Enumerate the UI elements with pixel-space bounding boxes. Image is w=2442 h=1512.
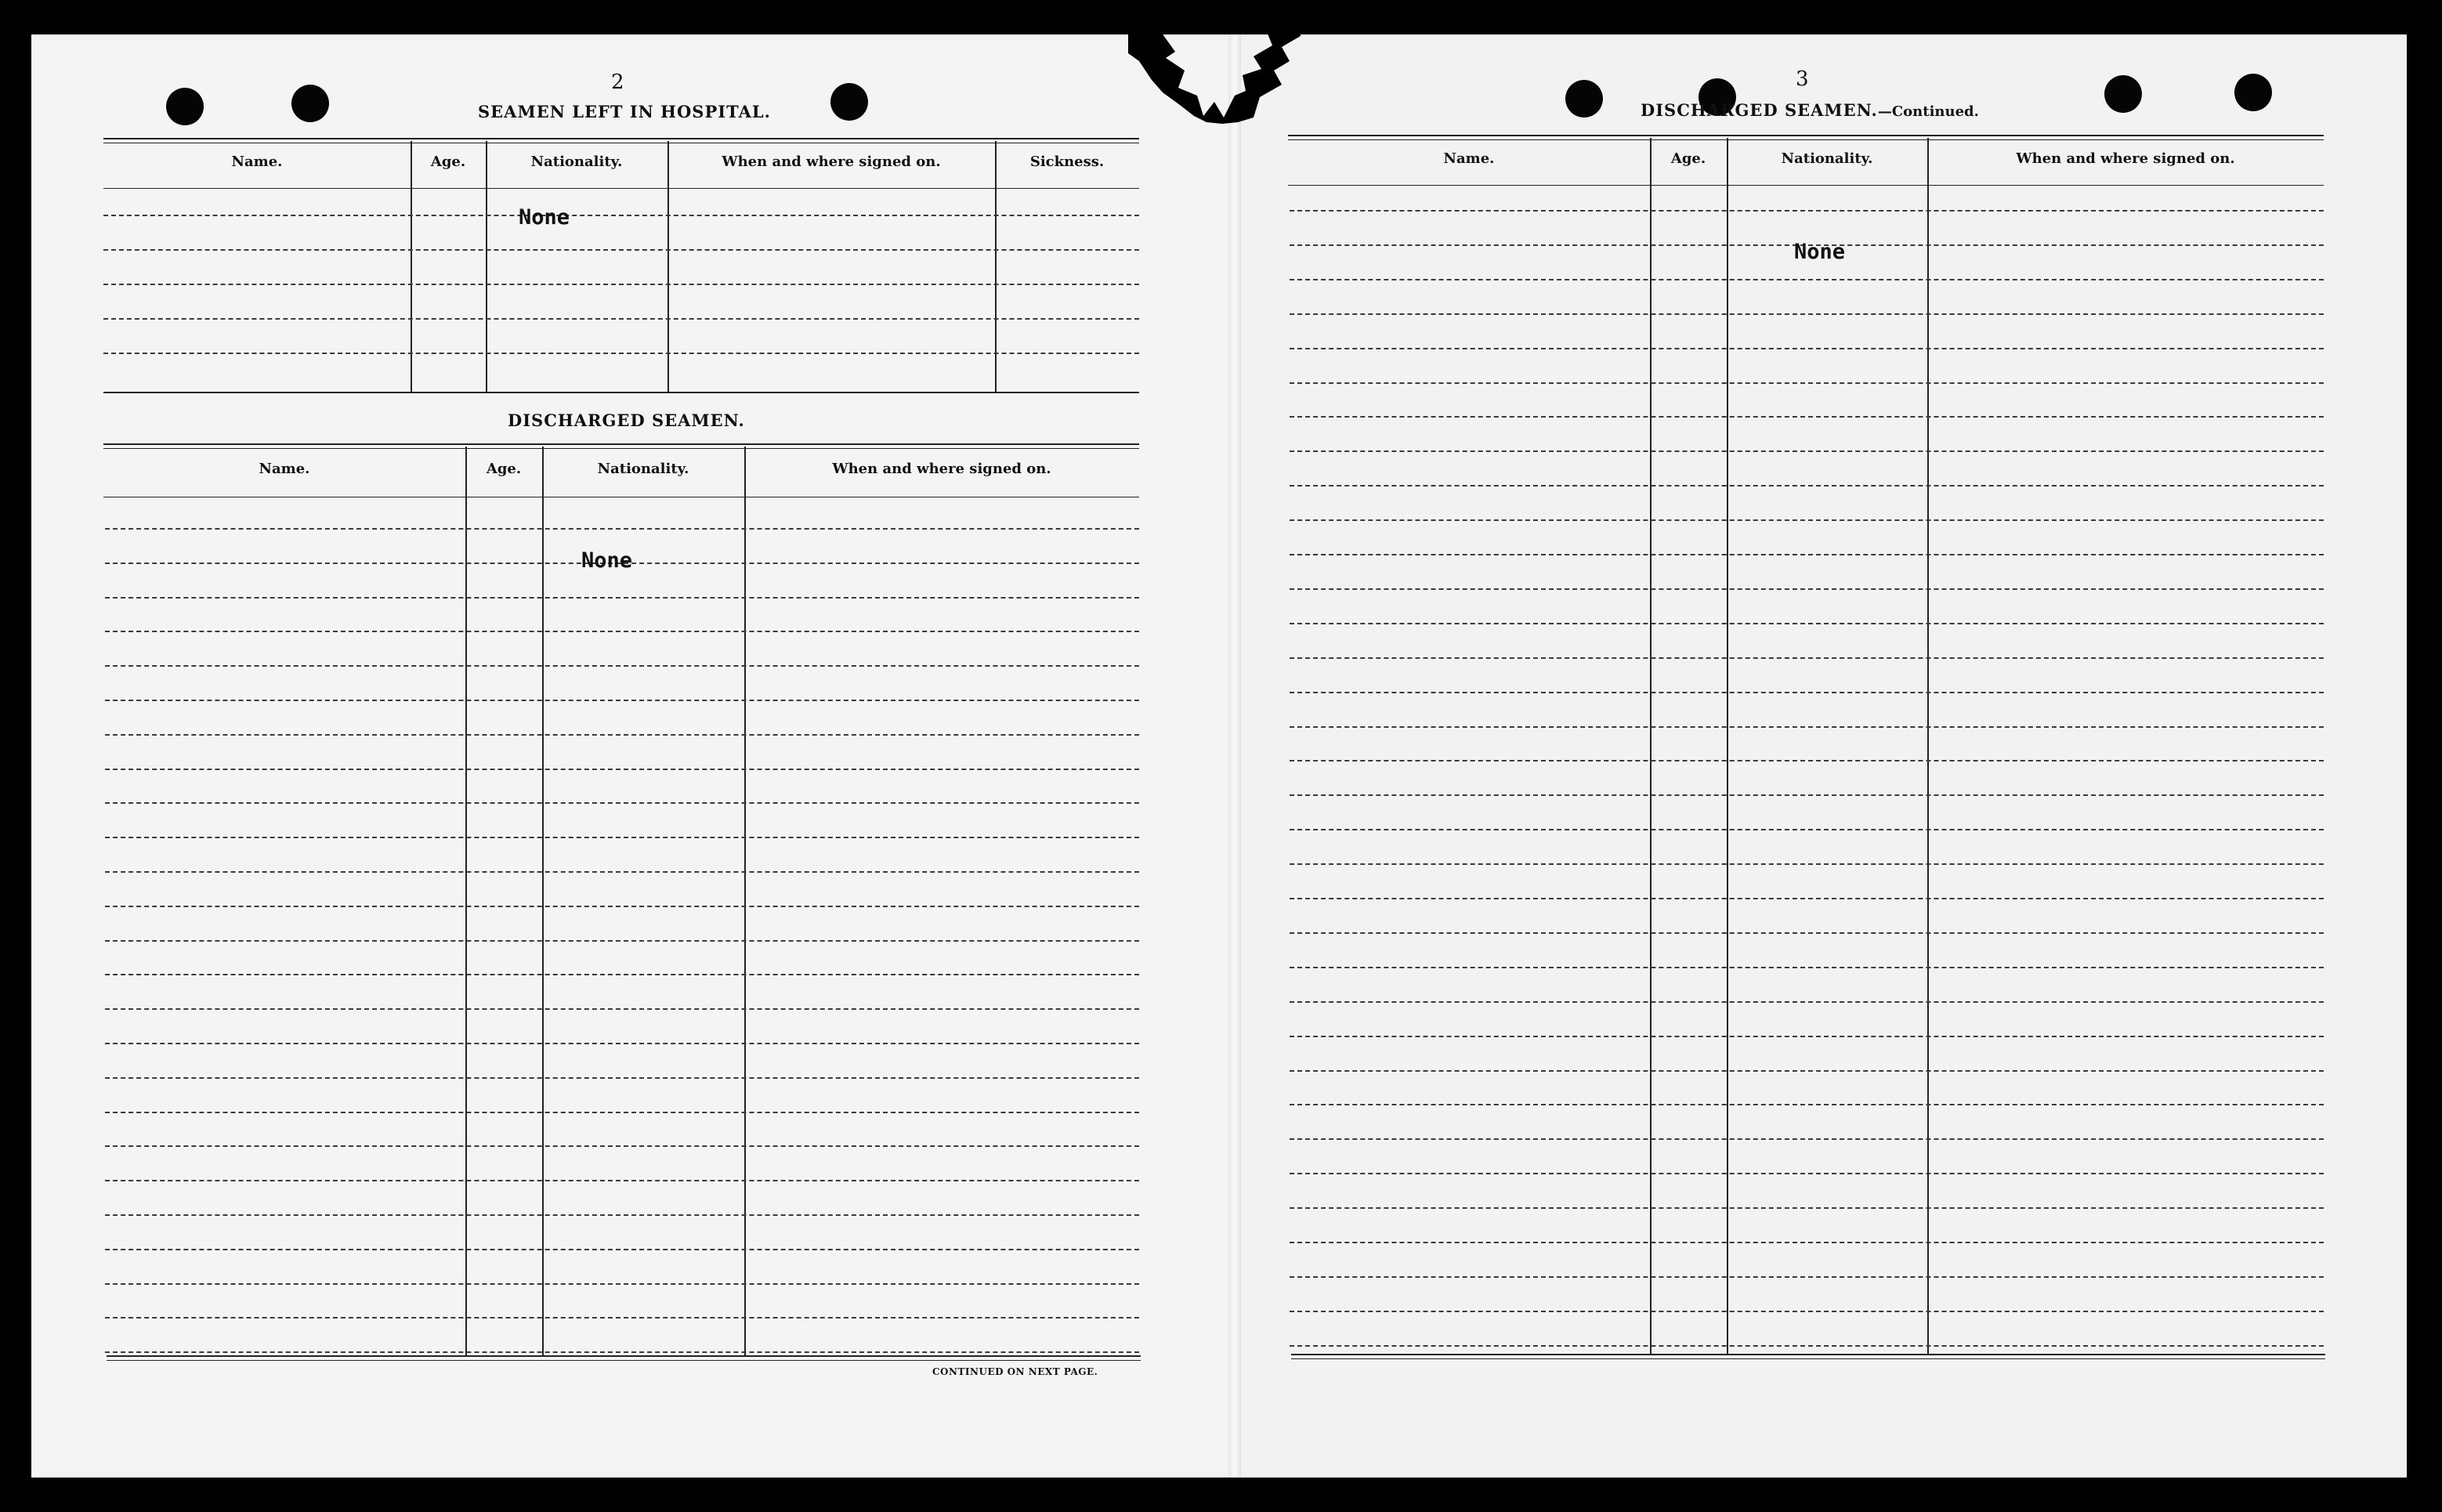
entry-line xyxy=(1290,1207,2324,1209)
entry-line xyxy=(105,1008,1139,1010)
entry-line xyxy=(105,1351,1139,1353)
entry-line xyxy=(1290,657,2324,659)
entry-line xyxy=(1290,1138,2324,1140)
discharged-entry-none-left: None xyxy=(581,548,633,573)
right-col-nationality: Nationality. xyxy=(1781,150,1873,167)
discharged-continued-suffix: —Continued. xyxy=(1877,103,1979,120)
rule xyxy=(1291,1358,2325,1359)
hospital-entry-none: None xyxy=(519,205,570,230)
entry-line xyxy=(1290,1070,2324,1072)
entry-line xyxy=(103,318,1139,320)
torn-paper-mark xyxy=(1128,30,1301,124)
entry-line xyxy=(103,215,1139,216)
entry-line xyxy=(103,353,1139,354)
punch-hole xyxy=(166,88,204,125)
rule xyxy=(107,1360,1141,1361)
entry-line xyxy=(1290,519,2324,521)
entry-line xyxy=(1290,623,2324,624)
entry-line xyxy=(1290,588,2324,590)
page-fold xyxy=(1228,34,1241,1478)
entry-line xyxy=(1290,863,2324,865)
entry-line xyxy=(1290,485,2324,487)
hospital-col-age: Age. xyxy=(430,154,466,170)
entry-line xyxy=(105,769,1139,770)
entry-line xyxy=(1290,416,2324,418)
hospital-section-title: SEAMEN LEFT IN HOSPITAL. xyxy=(478,102,771,121)
entry-line xyxy=(105,906,1139,907)
right-col-signed-on: When and where signed on. xyxy=(2016,150,2235,167)
page-number-right: 3 xyxy=(1796,67,1809,91)
entry-line xyxy=(1290,967,2324,968)
page-number-left: 2 xyxy=(611,71,624,94)
discharged-continued-title xyxy=(1641,100,1979,120)
entry-line xyxy=(1290,1345,2324,1347)
discharged-col-age: Age. xyxy=(486,461,522,477)
entry-line xyxy=(103,284,1139,285)
entry-line xyxy=(1290,1173,2324,1174)
entry-line xyxy=(105,528,1139,530)
entry-line xyxy=(1290,1104,2324,1105)
entry-line xyxy=(1290,279,2324,280)
entry-line xyxy=(1290,348,2324,349)
entry-line xyxy=(1290,554,2324,555)
column-divider xyxy=(486,141,487,393)
rule xyxy=(103,138,1139,139)
entry-line xyxy=(1290,210,2324,212)
entry-line xyxy=(1290,932,2324,934)
entry-line xyxy=(1290,1311,2324,1312)
rule xyxy=(1288,135,2324,136)
rule xyxy=(1288,139,2324,140)
discharged-col-signed-on: When and where signed on. xyxy=(832,461,1051,477)
entry-line xyxy=(105,974,1139,975)
entry-line xyxy=(1290,726,2324,728)
discharged-col-name: Name. xyxy=(259,461,310,477)
entry-line xyxy=(105,1043,1139,1044)
entry-line xyxy=(105,940,1139,942)
rule xyxy=(103,443,1139,445)
punch-hole xyxy=(830,83,868,121)
entry-line xyxy=(105,1112,1139,1113)
entry-line xyxy=(105,802,1139,804)
entry-line xyxy=(1290,692,2324,693)
entry-line xyxy=(1290,313,2324,315)
entry-line xyxy=(105,1180,1139,1181)
discharged-continued-title-main: DISCHARGED SEAMEN. xyxy=(1641,100,1878,120)
punch-hole xyxy=(2234,74,2272,111)
right-col-age: Age. xyxy=(1670,150,1706,167)
entry-line xyxy=(105,665,1139,667)
punch-hole xyxy=(1565,80,1603,118)
hospital-col-sickness: Sickness. xyxy=(1029,154,1105,170)
right-col-name: Name. xyxy=(1443,150,1495,167)
entry-line xyxy=(105,1077,1139,1079)
hospital-col-signed-on: When and where signed on. xyxy=(722,154,941,170)
entry-line xyxy=(105,734,1139,736)
column-divider xyxy=(667,141,669,393)
rule xyxy=(103,392,1139,393)
entry-line xyxy=(1290,794,2324,796)
column-divider xyxy=(744,447,746,1357)
column-divider xyxy=(995,141,997,393)
hospital-col-nationality: Nationality. xyxy=(530,154,623,170)
entry-line xyxy=(103,249,1139,251)
entry-line xyxy=(105,700,1139,701)
entry-line xyxy=(1290,1242,2324,1243)
entry-line xyxy=(1290,760,2324,761)
punch-hole xyxy=(2104,75,2142,113)
entry-line xyxy=(105,631,1139,632)
entry-line xyxy=(105,1283,1139,1285)
discharged-entry-none-right: None xyxy=(1794,240,1846,264)
entry-line xyxy=(105,871,1139,873)
discharged-col-nationality: Nationality. xyxy=(597,461,689,477)
entry-line xyxy=(105,1145,1139,1147)
entry-line xyxy=(1290,1001,2324,1003)
entry-line xyxy=(105,1249,1139,1250)
entry-line xyxy=(1290,829,2324,830)
rule xyxy=(103,448,1139,449)
rule xyxy=(107,1355,1141,1357)
entry-line xyxy=(1290,382,2324,384)
entry-line xyxy=(1290,1276,2324,1278)
rule xyxy=(1291,1354,2325,1355)
entry-line xyxy=(105,1317,1139,1318)
entry-line xyxy=(105,837,1139,838)
hospital-col-name: Name. xyxy=(231,154,283,170)
entry-line xyxy=(105,597,1139,599)
punch-hole xyxy=(291,85,329,122)
discharged-section-title: DISCHARGED SEAMEN. xyxy=(508,411,745,430)
column-divider xyxy=(542,447,544,1357)
entry-line xyxy=(1290,898,2324,899)
column-divider xyxy=(465,447,467,1357)
left-page xyxy=(31,34,1235,1478)
continued-note: CONTINUED ON NEXT PAGE. xyxy=(932,1366,1098,1377)
entry-line xyxy=(1290,450,2324,452)
entry-line xyxy=(105,1214,1139,1216)
column-divider xyxy=(411,141,412,393)
entry-line xyxy=(1290,1036,2324,1037)
rule xyxy=(103,188,1139,189)
rule xyxy=(1288,185,2324,186)
